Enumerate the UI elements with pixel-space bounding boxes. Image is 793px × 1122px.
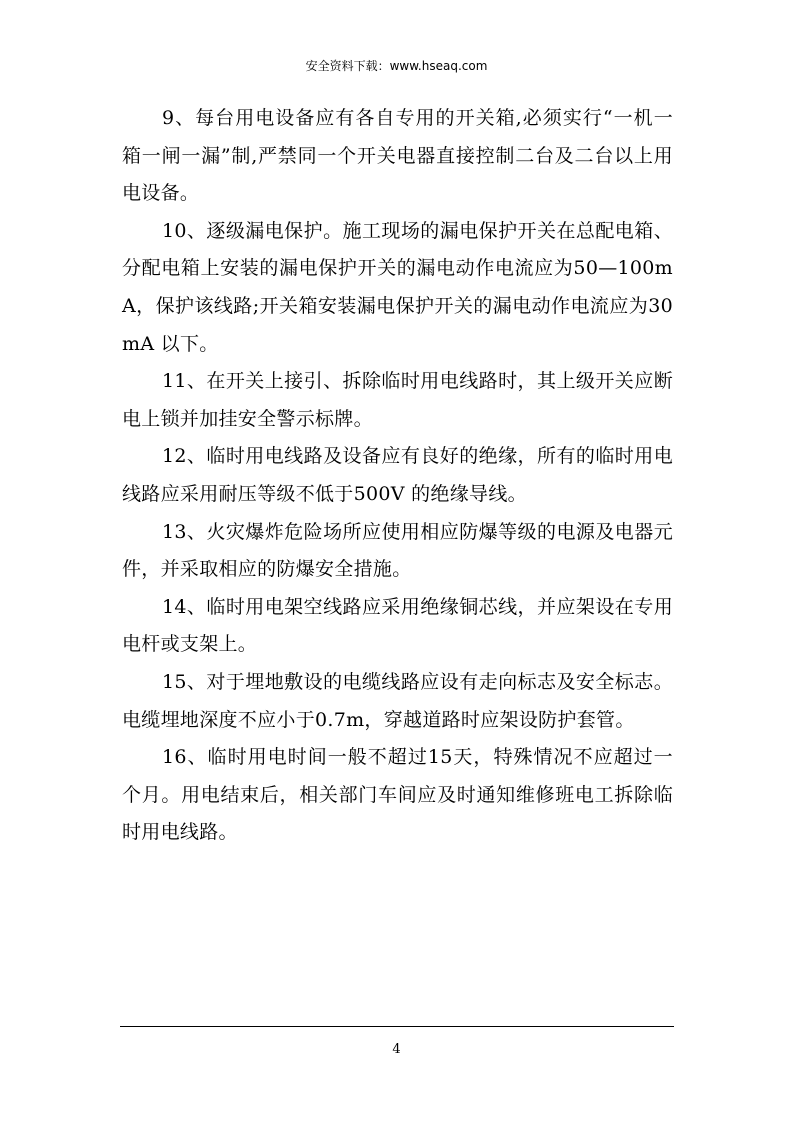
paragraph-item-9: 9、每台用电设备应有各自专用的开关箱,必须实行“一机一箱一闸一漏”制,严禁同一个开关电器直接控制二台及二台以上用电设备。 xyxy=(122,107,673,205)
paragraph-item-14: 14、临时用电架空线路应采用绝缘铜芯线，并应架设在专用电杆或支架上。 xyxy=(122,595,673,656)
paragraph-item-12: 12、临时用电线路及设备应有良好的绝缘，所有的临时用电线路应采用耐压等级不低于500V 的绝缘导线。 xyxy=(122,445,673,505)
paragraph-item-16: 16、临时用电时间一般不超过15天，特殊情况不应超过一个月。用电结束后，相关部门车间应及时通知维修班电工拆除临时用电线路。 xyxy=(122,746,673,844)
paragraph-item-11: 11、在开关上接引、拆除临时用电线路时，其上级开关应断电上锁并加挂安全警示标牌。 xyxy=(122,370,673,430)
page-header: 安全资料下载：www.hseaq.com xyxy=(305,59,488,73)
footer-divider xyxy=(120,1026,674,1027)
paragraph-item-15: 15、对于埋地敷设的电缆线路应设有走向标志及安全标志。电缆埋地深度不应小于0.7m，穿越道路时应架设防护套管。 xyxy=(122,670,673,731)
paragraph-item-13: 13、火灾爆炸危险场所应使用相应防爆等级的电源及电器元件，并采取相应的防爆安全措施。 xyxy=(122,520,673,581)
paragraph-item-10: 10、逐级漏电保护。施工现场的漏电保护开关在总配电箱、分配电箱上安装的漏电保护开关的漏电动作电流应为50—100mA，保护该线路;开关箱安装漏电保护开关的漏电动作电流应为30mA 以下。 xyxy=(122,219,673,355)
document-body xyxy=(122,100,673,852)
page-number: 4 xyxy=(392,1042,401,1057)
